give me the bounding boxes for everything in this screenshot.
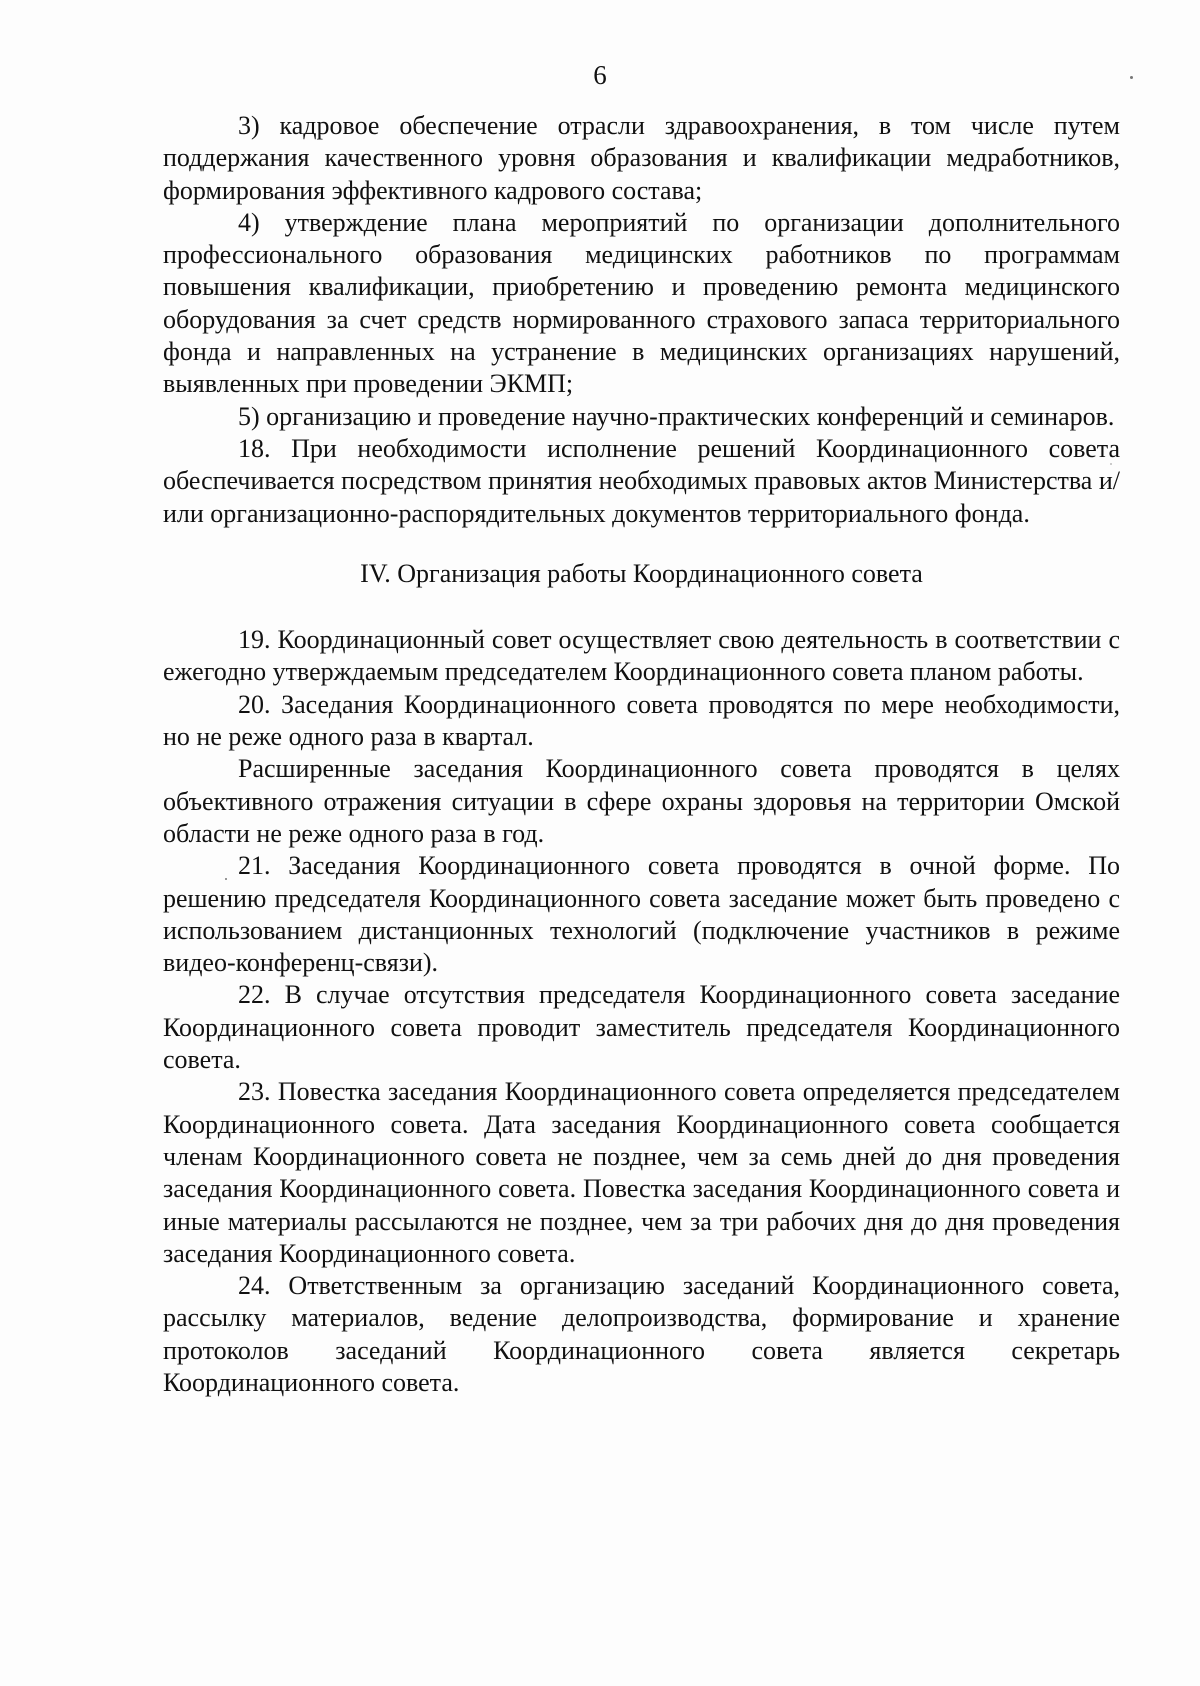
paragraph-19: 19. Координационный совет осуществляет свою деятельность в соответствии с ежегодно утверждаемым председателем Координационного совета планом работы.: [163, 625, 1120, 687]
paragraph-21: 21. Заседания Координационного совета проводятся в очной форме. По решению председателя Координационного совета заседание может быть проведено с использованием дистанционных технологий (подключение участников в режиме видео-конференц-связи).: [163, 851, 1120, 978]
paragraph-24: 24. Ответственным за организацию заседаний Координационного совета, рассылку материалов, ведение делопроизводства, формирование и хранение протоколов заседаний Координационного совета является секретарь Координационного совета.: [163, 1271, 1120, 1397]
paragraph-20: 20. Заседания Координационного совета проводятся по мере необходимости, но не реже одного раза в квартал.: [163, 689, 1120, 752]
paragraph-18: 18. При необходимости исполнение решений Координационного совета обеспечивается посредством принятия необходимых правовых актов Министерства и/или организационно-распорядительных документов территориального фонда.: [163, 433, 1120, 528]
paragraph-item-5: 5) организацию и проведение научно-практических конференций и семинаров.: [238, 401, 1115, 431]
paragraph-23: 23. Повестка заседания Координационного совета определяется председателем Координационного совета. Дата заседания Координационного совета сообщается членам Координационного совета не позднее, чем за семь дней до дня проведения заседания Координационного совета. Повестка заседания Координационного совета и иные материалы рассылаются не позднее, чем за три рабочих дня до дня проведения заседания Координационного совета.: [163, 1077, 1120, 1268]
paragraph-20-extended: Расширенные заседания Координационного совета проводятся в целях объективного отражения ситуации в сфере охраны здоровья на территории Омской области не реже одного раза в год.: [163, 754, 1120, 848]
scan-speck: [1110, 463, 1112, 465]
section-heading: IV. Организация работы Координационного совета: [360, 558, 923, 588]
paragraph-22: 22. В случае отсутствия председателя Координационного совета заседание Координационного совета проводит заместитель председателя Координационного совета.: [163, 980, 1120, 1075]
document-body: [163, 110, 1120, 1399]
paragraph-item-3: 3) кадровое обеспечение отрасли здравоохранения, в том числе путем поддержания качественного уровня образования и квалификации медработников, формирования эффективного кадрового состава;: [163, 111, 1120, 205]
paragraph-item-4: 4) утверждение плана мероприятий по организации дополнительного профессионального образования медицинских работников по программам повышения квалификации, приобретению и проведению ремонта медицинского оборудования за счет средств нормированного страхового запаса территориального фонда и направленных на устранение в медицинских организациях нарушений, выявленных при проведении ЭКМП;: [163, 207, 1120, 399]
page-number: 6: [593, 60, 607, 90]
scan-speck: [1130, 76, 1133, 79]
scan-speck: [225, 878, 227, 880]
